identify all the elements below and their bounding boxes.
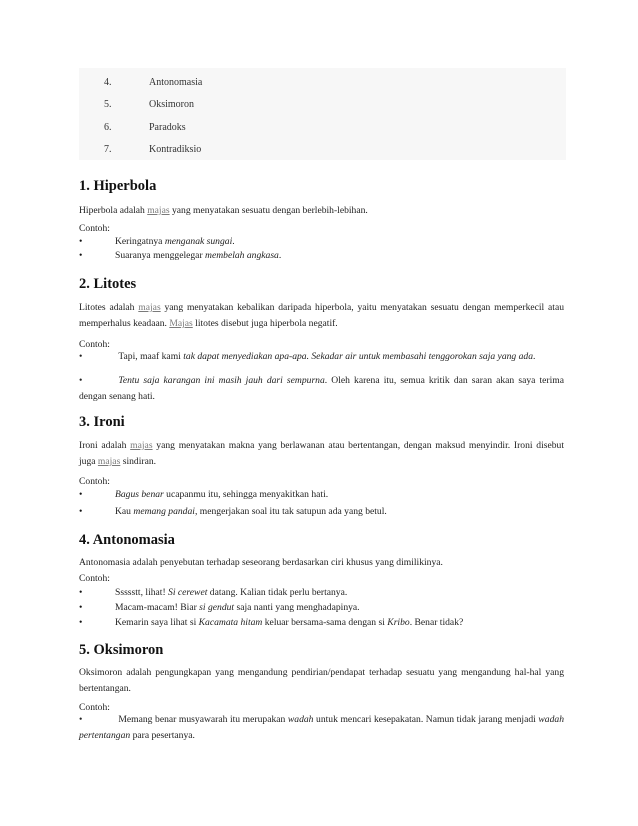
text: para pesertanya. bbox=[130, 730, 195, 741]
text: Ironi adalah bbox=[79, 440, 131, 451]
list-item bbox=[79, 139, 566, 159]
definition-hiperbola bbox=[79, 205, 368, 216]
majas-link[interactable]: majas bbox=[130, 440, 153, 451]
list-label: Oksimoron bbox=[149, 99, 194, 110]
text: . Benar tidak? bbox=[409, 617, 464, 628]
example-item bbox=[115, 250, 281, 261]
text: Memang benar musyawarah itu merupakan bbox=[118, 714, 288, 725]
majas-link[interactable]: majas bbox=[147, 205, 170, 216]
contoh-label: Contoh: bbox=[79, 339, 110, 350]
list-item bbox=[79, 94, 566, 114]
text: ucapanmu itu, sehingga menyakitkan hati. bbox=[163, 489, 329, 500]
bullet-icon: • bbox=[79, 714, 83, 725]
example-item bbox=[115, 506, 387, 517]
text: untuk mencari kesepakatan. Namun tidak jarang menjadi bbox=[313, 714, 539, 725]
list-number: 7. bbox=[104, 144, 112, 155]
emphasis: menganak sungai bbox=[164, 236, 233, 247]
majas-link[interactable]: majas bbox=[138, 302, 161, 313]
definition-ironi bbox=[79, 438, 564, 470]
text: Suaranya menggelegar bbox=[115, 250, 206, 261]
text: datang. Kalian tidak perlu bertanya. bbox=[207, 587, 348, 598]
text: . bbox=[278, 250, 282, 261]
emphasis: membelah angkasa bbox=[205, 250, 279, 261]
bullet-icon: • bbox=[79, 617, 83, 628]
text: yang menyatakan makna yang berlawanan atau bertentangan, dengan maksud menyindir. Ironi disebut juga bbox=[79, 440, 565, 467]
majas-link[interactable]: Majas bbox=[169, 318, 193, 329]
example-item bbox=[79, 373, 564, 405]
text: yang menyatakan sesuatu dengan berlebih-lebihan. bbox=[169, 205, 368, 216]
text: Ssssstt, lihat! bbox=[115, 587, 169, 598]
text: , mengerjakan soal itu tak satupun ada yang betul. bbox=[194, 506, 387, 517]
majas-link[interactable]: majas bbox=[97, 456, 121, 467]
definition-litotes bbox=[79, 300, 564, 332]
bullet-icon: • bbox=[79, 506, 83, 517]
example-item bbox=[79, 349, 564, 365]
bullet-icon: • bbox=[79, 375, 83, 386]
emphasis: Kribo bbox=[387, 617, 410, 628]
emphasis: Si cerewet bbox=[168, 587, 208, 598]
section-heading-hiperbola: 1. Hiperbola bbox=[79, 178, 157, 194]
text: . bbox=[533, 351, 536, 362]
text: litotes disebut juga hiperbola negatif. bbox=[192, 318, 338, 329]
text: Kemarin saya lihat si bbox=[115, 617, 199, 628]
bullet-icon: • bbox=[79, 236, 83, 247]
contoh-label: Contoh: bbox=[79, 476, 110, 487]
bullet-icon: • bbox=[79, 351, 83, 362]
text: Keringatnya bbox=[115, 236, 165, 247]
emphasis: Kacamata hitam bbox=[198, 617, 263, 628]
section-heading-ironi: 3. Ironi bbox=[79, 414, 125, 430]
text: yang menyatakan kebalikan daripada hiperbola, yaitu menyatakan sesuatu dengan memperkecil atau memperhalus keadaan. bbox=[79, 302, 565, 329]
section-heading-antonomasia: 4. Antonomasia bbox=[79, 532, 175, 548]
figure-list-table bbox=[79, 68, 566, 160]
emphasis: wadah pertentangan bbox=[79, 714, 564, 741]
text: Macam-macam! Biar bbox=[115, 602, 200, 613]
text: keluar bersama-sama dengan si bbox=[262, 617, 388, 628]
definition-antonomasia: Antonomasia adalah penyebutan terhadap seseorang berdasarkan ciri khusus yang dimilikinya. bbox=[79, 557, 443, 568]
text: Hiperbola adalah bbox=[79, 205, 148, 216]
example-item bbox=[115, 602, 360, 613]
example-item bbox=[79, 712, 564, 744]
list-number: 6. bbox=[104, 122, 112, 133]
text: saja nanti yang menghadapinya. bbox=[234, 602, 360, 613]
bullet-icon: • bbox=[79, 489, 83, 500]
emphasis: si gendut bbox=[199, 602, 235, 613]
definition-oksimoron: Oksimoron adalah pengungkapan yang mengandung pendirian/pendapat terhadap sesuatu yang mengandung hal-hal yang bertentangan. bbox=[79, 667, 564, 694]
bullet-icon: • bbox=[79, 602, 83, 613]
example-item bbox=[115, 489, 328, 500]
text: Tapi, maaf kami bbox=[118, 351, 184, 362]
contoh-label: Contoh: bbox=[79, 573, 110, 584]
list-number: 5. bbox=[104, 99, 112, 110]
section-heading-litotes: 2. Litotes bbox=[79, 276, 137, 292]
text: . bbox=[232, 236, 235, 247]
list-label: Kontradiksio bbox=[149, 144, 202, 155]
emphasis: Bagus benar bbox=[115, 489, 164, 500]
emphasis: Tentu saja karangan ini masih jauh dari sempurna bbox=[118, 375, 325, 386]
bullet-icon: • bbox=[79, 250, 83, 261]
example-item bbox=[115, 587, 347, 598]
example-item bbox=[115, 617, 463, 628]
list-item bbox=[79, 117, 566, 137]
bullet-icon: • bbox=[79, 587, 83, 598]
emphasis: memang pandai bbox=[133, 506, 195, 517]
list-item bbox=[79, 72, 566, 92]
example-item bbox=[115, 236, 235, 247]
contoh-label: Contoh: bbox=[79, 702, 110, 713]
list-number: 4. bbox=[104, 77, 112, 88]
section-heading-oksimoron: 5. Oksimoron bbox=[79, 642, 164, 658]
text: Litotes adalah bbox=[79, 302, 139, 313]
text: Kau bbox=[115, 506, 134, 517]
text: . Oleh karena itu, semua kritik dan saran akan saya terima dengan senang hati. bbox=[79, 375, 564, 402]
emphasis: wadah bbox=[287, 714, 314, 725]
contoh-label: Contoh: bbox=[79, 223, 110, 234]
text: sindiran. bbox=[120, 456, 157, 467]
list-label: Antonomasia bbox=[149, 77, 203, 88]
list-label: Paradoks bbox=[149, 122, 186, 133]
emphasis: tak dapat menyediakan apa-apa. Sekadar air untuk membasahi tenggorokan saja yang ada bbox=[183, 351, 533, 362]
